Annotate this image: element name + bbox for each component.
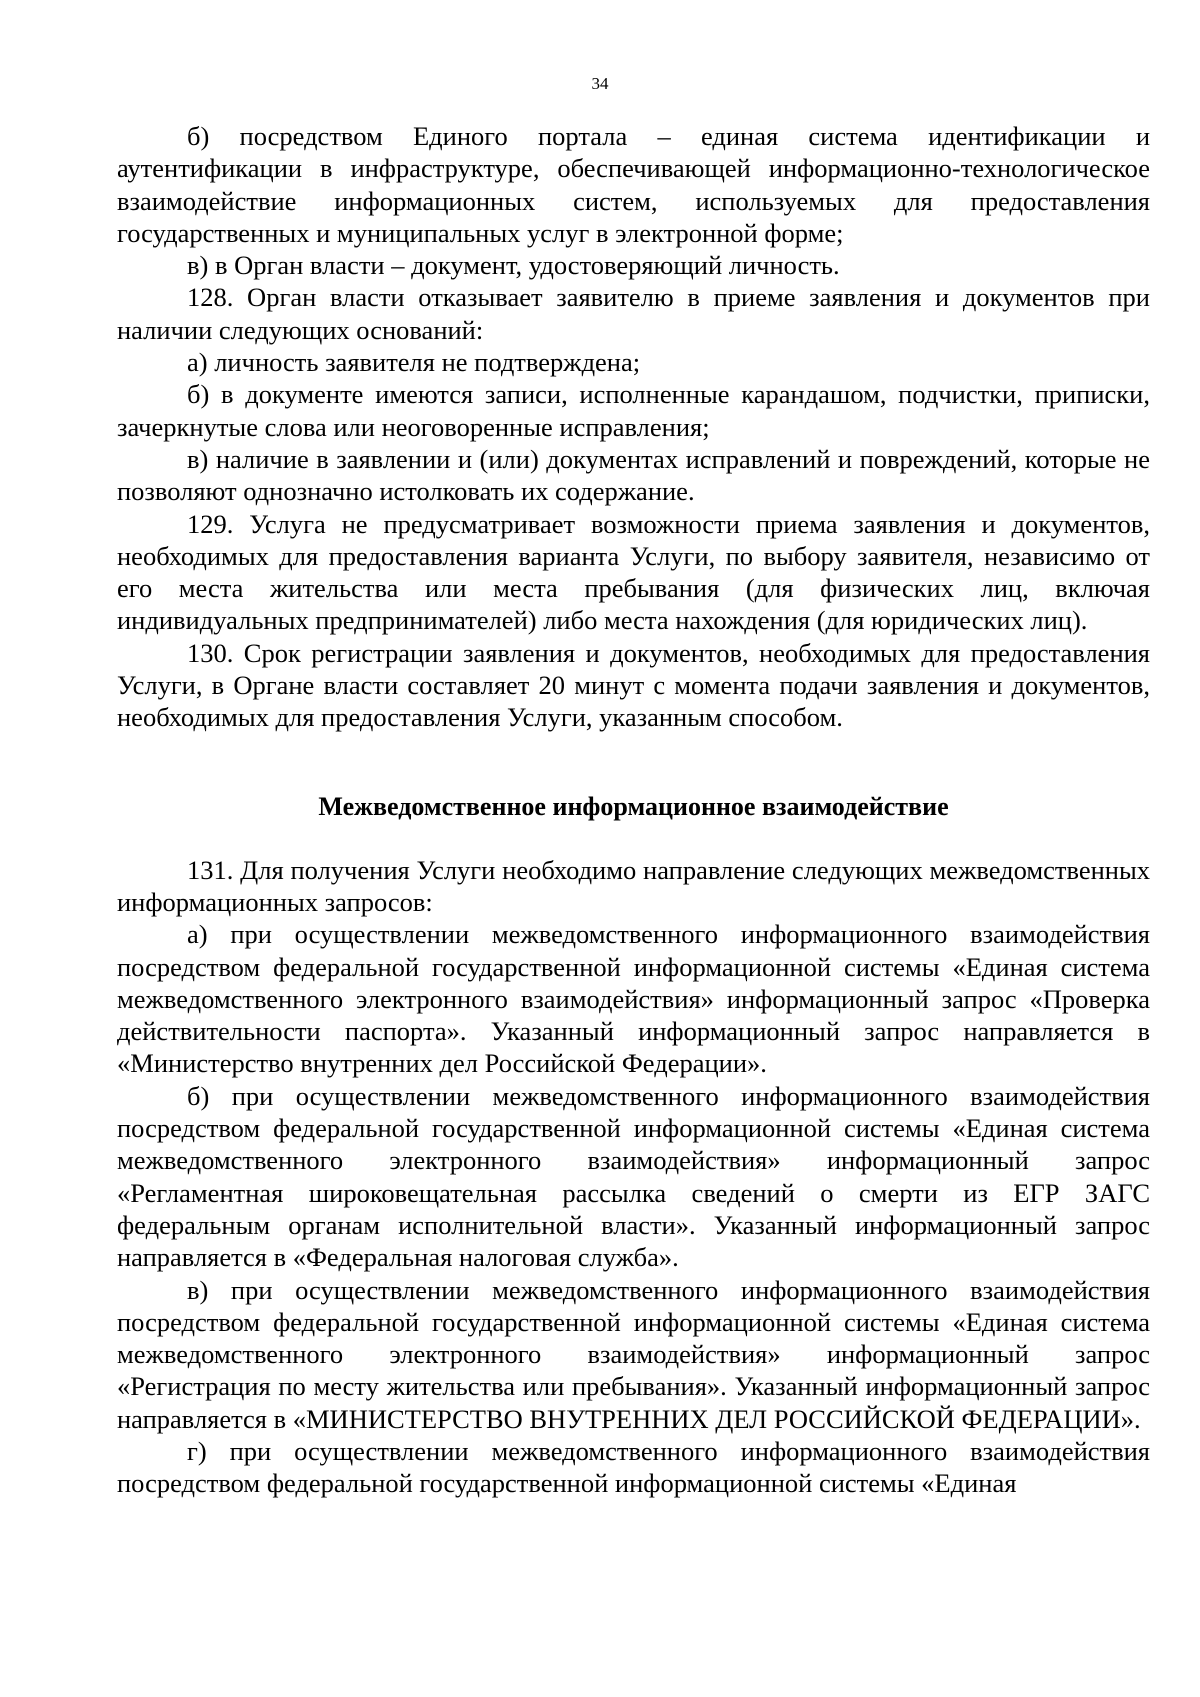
paragraph-131-item-b: б) при осуществлении межведомственного информационного взаимодействия посредством федеральной государственной информационной системы «Единая система межведомственного электронного взаимодействия» информационный запрос «Регламентная широковещательная рассылка сведений о смерти из ЕГР ЗАГС федеральным органам исполнительной власти». Указанный информационный запрос направляется в «Федеральная налоговая служба». bbox=[117, 1080, 1150, 1273]
section-heading: Межведомственное информационное взаимодействие bbox=[318, 791, 949, 821]
paragraph-130: 130. Срок регистрации заявления и документов, необходимых для предоставления Услуги, в Органе власти составляет 20 минут с момента подачи заявления и документов, необходимых для предоставления Услуги, указанным способом. bbox=[117, 637, 1150, 733]
paragraph-131-item-g: г) при осуществлении межведомственного информационного взаимодействия посредством федеральной государственной информационной системы «Единая bbox=[117, 1435, 1150, 1499]
paragraph-128: 128. Орган власти отказывает заявителю в приеме заявления и документов при наличии следующих оснований: bbox=[117, 282, 1150, 345]
paragraph-128-item-b: б) в документе имеются записи, исполненные карандашом, подчистки, приписки, зачеркнутые слова или неоговоренные исправления; bbox=[117, 379, 1150, 442]
page-number: 34 bbox=[591, 74, 609, 93]
paragraph-131-item-v: в) при осуществлении межведомственного информационного взаимодействия посредством федеральной государственной информационной системы «Единая система межведомственного электронного взаимодействия» информационный запрос «Регистрация по месту жительства или пребывания». Указанный информационный запрос направляется в «МИНИСТЕРСТВО ВНУТРЕННИХ ДЕЛ РОССИЙСКОЙ ФЕДЕРАЦИИ». bbox=[117, 1274, 1150, 1434]
document-body bbox=[117, 120, 1150, 1500]
paragraph-item-b-portal: б) посредством Единого портала – единая система идентификации и аутентификации в инфраструктуре, обеспечивающей информационно-технологическое взаимодействие информационных систем, используемых для предоставления государственных и муниципальных услуг в электронной форме; bbox=[117, 121, 1150, 248]
paragraph-128-item-v: в) наличие в заявлении и (или) документах исправлений и повреждений, которые не позволяют однозначно истолковать их содержание. bbox=[117, 443, 1150, 507]
paragraph-131: 131. Для получения Услуги необходимо направление следующих межведомственных информационных запросов: bbox=[117, 854, 1150, 917]
paragraph-item-v-organ: в) в Орган власти – документ, удостоверяющий личность. bbox=[187, 250, 840, 281]
paragraph-129: 129. Услуга не предусматривает возможности приема заявления и документов, необходимых для предоставления варианта Услуги, по выбору заявителя, независимо от его места жительства или места пребывания (для физических лиц, включая индивидуальных предпринимателей) либо места нахождения (для юридических лиц). bbox=[117, 508, 1150, 636]
paragraph-131-item-a: а) при осуществлении межведомственного информационного взаимодействия посредством федеральной государственной информационной системы «Единая система межведомственного электронного взаимодействия» информационный запрос «Проверка действительности паспорта». Указанный информационный запрос направляется в «Министерство внутренних дел Российской Федерации». bbox=[117, 919, 1150, 1079]
paragraph-128-item-a: а) личность заявителя не подтверждена; bbox=[187, 347, 641, 378]
